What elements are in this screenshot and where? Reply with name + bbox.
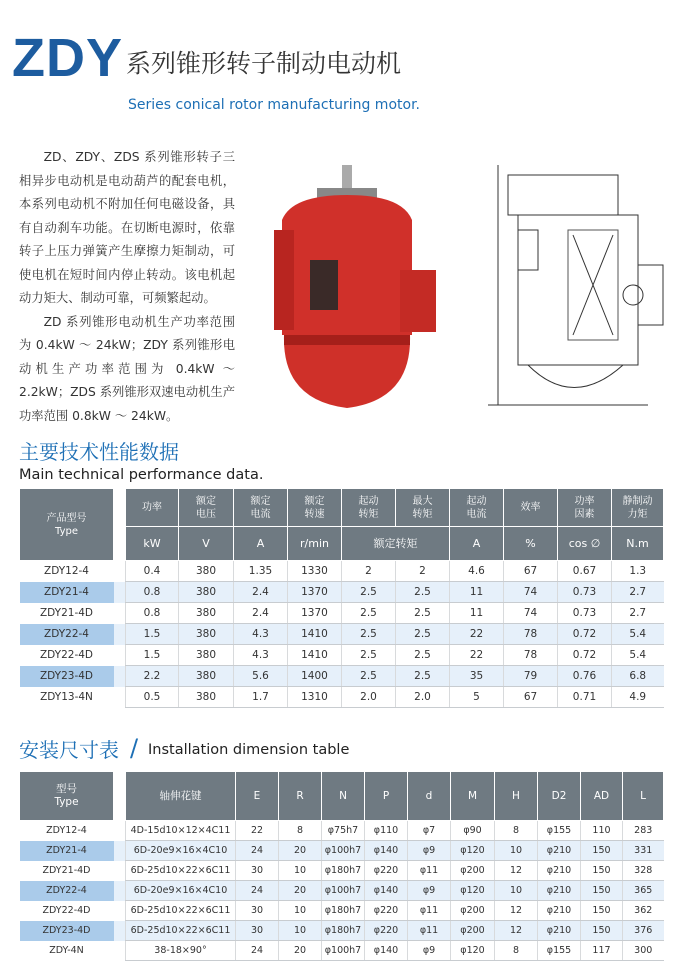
table-cell: 300 (623, 941, 664, 961)
model-type: ZDY12-4 (46, 825, 87, 837)
table-cell: 79 (504, 666, 558, 687)
table-cell: 2.5 (342, 666, 396, 687)
table-cell: φ155 (538, 941, 581, 961)
column-header: d (408, 772, 451, 821)
table-cell: φ140 (365, 941, 408, 961)
table-cell: 30 (236, 921, 279, 941)
column-header: 型号 Type (20, 772, 114, 821)
spacer (114, 921, 126, 941)
table-cell: 10 (279, 901, 322, 921)
table-cell: φ11 (408, 861, 451, 881)
table-cell: φ210 (538, 841, 581, 861)
table-row (20, 881, 664, 901)
table-cell: 2.0 (342, 687, 396, 708)
header-row (20, 489, 664, 527)
table-cell: 150 (581, 861, 623, 881)
spacer (114, 582, 126, 603)
column-header: H (495, 772, 538, 821)
column-header: D2 (538, 772, 581, 821)
table-cell: φ210 (538, 921, 581, 941)
spacer (114, 881, 126, 901)
table-cell: 150 (581, 881, 623, 901)
table-cell: 380 (179, 561, 234, 582)
model-type: ZDY12-4 (44, 565, 89, 578)
table-cell: 22 (450, 624, 504, 645)
spacer (114, 561, 126, 582)
table-cell: 22 (236, 821, 279, 841)
table-cell: 10 (279, 861, 322, 881)
table-cell: 4D-15d10×12×4C11 (126, 821, 236, 841)
table-cell: 6D-25d10×22×6C11 (126, 921, 236, 941)
table-cell: 1.5 (126, 645, 179, 666)
spacer (114, 624, 126, 645)
table-cell: 2 (396, 561, 450, 582)
table-cell: 1.5 (126, 624, 179, 645)
table-cell: 0.8 (126, 603, 179, 624)
table-cell: 2 (342, 561, 396, 582)
table-cell: 74 (504, 603, 558, 624)
spacer (114, 489, 126, 561)
table-row (20, 561, 664, 582)
spacer (114, 687, 126, 708)
column-header: 效率 (504, 489, 558, 527)
table-cell: φ90 (451, 821, 495, 841)
table-cell: 0.4 (126, 561, 179, 582)
intro-paragraph: ZD 系列锥形电动机生产功率范围为 0.4kW ～ 24kW；ZDY 系列锥形电动机生产功率范围为 0.4kW ～ 2.2kW；ZDS 系列锥形双速电动机生产功率范围 0.8kW ～ 24kW。 (19, 314, 236, 423)
spacer (114, 861, 126, 881)
column-header-type: 产品型号 Type (20, 489, 114, 561)
table-cell: 1.7 (234, 687, 288, 708)
table-cell: 2.7 (612, 603, 664, 624)
model-type: ZDY-4N (49, 945, 84, 956)
table-cell: 0.67 (558, 561, 612, 582)
table-cell: 1410 (288, 624, 342, 645)
table-cell: φ9 (408, 881, 451, 901)
column-unit: A (234, 527, 288, 561)
table-cell: 5.4 (612, 624, 664, 645)
column-unit: 额定转矩 (342, 527, 450, 561)
column-header: L (623, 772, 664, 821)
table-cell: 150 (581, 901, 623, 921)
table-cell: φ120 (451, 841, 495, 861)
column-header: 额定 电流 (234, 489, 288, 527)
table-cell: 12 (495, 861, 538, 881)
column-header: 起动 转矩 (342, 489, 396, 527)
table-cell: φ11 (408, 901, 451, 921)
table-row (20, 821, 664, 841)
table-cell: 30 (236, 901, 279, 921)
column-unit: N.m (612, 527, 664, 561)
table-cell: 6D-20e9×16×4C10 (126, 881, 236, 901)
table-cell: 1400 (288, 666, 342, 687)
table-cell: 6D-25d10×22×6C11 (126, 861, 236, 881)
table-cell: 8 (495, 941, 538, 961)
model-type: ZDY21-4D (42, 865, 91, 876)
motor-photo (262, 160, 452, 415)
table-cell: φ180h7 (322, 861, 365, 881)
spacer (114, 901, 126, 921)
table-cell: 20 (279, 941, 322, 961)
table-cell: 2.4 (234, 582, 288, 603)
table-cell: 5.4 (612, 645, 664, 666)
model-type: ZDY22-4 (20, 881, 114, 901)
table-cell: 2.5 (342, 603, 396, 624)
dimension-table (19, 771, 664, 961)
spacer (114, 666, 126, 687)
table-cell: φ100h7 (322, 941, 365, 961)
table-cell: 12 (495, 921, 538, 941)
section-subheading: Installation dimension table (148, 742, 350, 758)
column-unit: cos ∅ (558, 527, 612, 561)
performance-table (19, 488, 664, 708)
table-cell: 1330 (288, 561, 342, 582)
table-cell: 5.6 (234, 666, 288, 687)
column-header: 静制动 力矩 (612, 489, 664, 527)
table-row (20, 666, 664, 687)
table-cell: φ155 (538, 821, 581, 841)
table-cell: 78 (504, 624, 558, 645)
column-unit: r/min (288, 527, 342, 561)
table-row (20, 861, 664, 881)
table-cell: 4.9 (612, 687, 664, 708)
table-cell: φ210 (538, 881, 581, 901)
heading-separator: / (130, 734, 139, 762)
table-cell: 78 (504, 645, 558, 666)
table-cell: 2.5 (396, 624, 450, 645)
column-header: M (451, 772, 495, 821)
column-header: N (322, 772, 365, 821)
table-cell: 150 (581, 841, 623, 861)
table-cell: φ9 (408, 941, 451, 961)
spacer (114, 645, 126, 666)
table-row (20, 582, 664, 603)
table-cell: 365 (623, 881, 664, 901)
table-cell: φ11 (408, 921, 451, 941)
table-row (20, 921, 664, 941)
table-cell: 6D-25d10×22×6C11 (126, 901, 236, 921)
table-cell: 380 (179, 582, 234, 603)
column-header: 起动 电流 (450, 489, 504, 527)
column-unit: V (179, 527, 234, 561)
table-cell: 0.73 (558, 603, 612, 624)
table-row (20, 624, 664, 645)
table-cell: 2.5 (396, 645, 450, 666)
spacer (114, 603, 126, 624)
table-cell: 1370 (288, 582, 342, 603)
table-cell: φ110 (365, 821, 408, 841)
table-cell: 5 (450, 687, 504, 708)
table-cell: 67 (504, 687, 558, 708)
table-cell: 2.0 (396, 687, 450, 708)
table-cell: φ100h7 (322, 881, 365, 901)
column-unit: A (450, 527, 504, 561)
table-cell: φ220 (365, 901, 408, 921)
table-cell: 1410 (288, 645, 342, 666)
table-cell: 283 (623, 821, 664, 841)
table-cell: 0.72 (558, 624, 612, 645)
table-cell: 8 (495, 821, 538, 841)
table-cell: 380 (179, 603, 234, 624)
spacer (114, 772, 126, 821)
table-cell: 0.5 (126, 687, 179, 708)
table-cell: 4.6 (450, 561, 504, 582)
table-cell: 150 (581, 921, 623, 941)
table-cell: φ180h7 (322, 921, 365, 941)
table-cell: 1310 (288, 687, 342, 708)
table-cell: 376 (623, 921, 664, 941)
table-row (20, 841, 664, 861)
model-type: ZDY21-4 (20, 841, 114, 861)
table-cell: 380 (179, 687, 234, 708)
table-cell: 2.4 (234, 603, 288, 624)
table-cell: φ210 (538, 901, 581, 921)
table-cell: 117 (581, 941, 623, 961)
intro-text (19, 146, 235, 428)
table-row (20, 941, 664, 961)
table-cell: 110 (581, 821, 623, 841)
section-heading: 安装尺寸表 (19, 738, 119, 762)
table-cell: 331 (623, 841, 664, 861)
table-cell: 10 (495, 881, 538, 901)
table-cell: 2.5 (396, 582, 450, 603)
table-cell: φ200 (451, 921, 495, 941)
intro-paragraph: ZD、ZDY、ZDS 系列锥形转子三相异步电动机是电动葫芦的配套电机，本系列电动机不附加任何电磁设备，具有自动刹车功能。在切断电源时，依靠转子上压力弹簧产生摩擦力矩制动，可使电机在短时间内停止转动。该电机起动力矩大、制动可靠，可频繁起动。 (19, 150, 235, 305)
table-cell: 0.76 (558, 666, 612, 687)
model-type: ZDY22-4D (39, 649, 94, 661)
motor-cross-section-diagram (488, 160, 668, 415)
table-cell: φ220 (365, 921, 408, 941)
spacer (114, 941, 126, 961)
table-cell: 10 (279, 921, 322, 941)
table-cell: φ200 (451, 901, 495, 921)
table-cell: 24 (236, 881, 279, 901)
table-cell: 1.35 (234, 561, 288, 582)
table-cell: 4.3 (234, 645, 288, 666)
model-type: ZDY13-4N (40, 691, 93, 703)
page-subtitle: Series conical rotor manufacturing motor. (128, 97, 420, 113)
model-type: ZDY23-4D (20, 921, 114, 941)
column-header: 最大 转矩 (396, 489, 450, 527)
table-cell: 4.3 (234, 624, 288, 645)
table-cell: 2.5 (342, 624, 396, 645)
table-cell: 1370 (288, 603, 342, 624)
table-cell: 380 (179, 624, 234, 645)
table-cell: φ75h7 (322, 821, 365, 841)
table-cell: φ7 (408, 821, 451, 841)
column-unit: kW (126, 527, 179, 561)
table-cell: φ120 (451, 881, 495, 901)
column-header: R (279, 772, 322, 821)
model-type: ZDY21-4D (39, 607, 94, 619)
table-cell: 22 (450, 645, 504, 666)
table-cell: 2.2 (126, 666, 179, 687)
column-header: E (236, 772, 279, 821)
model-type: ZDY22-4 (20, 624, 114, 645)
section-subheading: Main technical performance data. (19, 467, 264, 483)
table-row (20, 687, 664, 708)
spacer (114, 841, 126, 861)
table-cell: 20 (279, 881, 322, 901)
table-row (20, 603, 664, 624)
table-cell: 380 (179, 666, 234, 687)
table-cell: φ120 (451, 941, 495, 961)
table-cell: 0.72 (558, 645, 612, 666)
column-header: 轴伸花键 (126, 772, 236, 821)
table-cell: 2.5 (342, 645, 396, 666)
table-cell: 24 (236, 941, 279, 961)
table-row (20, 901, 664, 921)
table-row (20, 645, 664, 666)
model-type: ZDY21-4 (20, 582, 114, 603)
table-cell: 10 (495, 841, 538, 861)
table-cell: 38-18×90° (126, 941, 236, 961)
table-cell: 20 (279, 841, 322, 861)
table-cell: 11 (450, 582, 504, 603)
table-cell: φ9 (408, 841, 451, 861)
table-cell: 74 (504, 582, 558, 603)
table-cell: φ210 (538, 861, 581, 881)
table-cell: 2.7 (612, 582, 664, 603)
table-cell: 362 (623, 901, 664, 921)
table-cell: 1.3 (612, 561, 664, 582)
column-header: AD (581, 772, 623, 821)
table-cell: 67 (504, 561, 558, 582)
table-cell: 380 (179, 645, 234, 666)
table-cell: 6D-20e9×16×4C10 (126, 841, 236, 861)
table-cell: 0.8 (126, 582, 179, 603)
table-cell: φ140 (365, 841, 408, 861)
table-cell: φ180h7 (322, 901, 365, 921)
table-cell: 2.5 (342, 582, 396, 603)
table-cell: 24 (236, 841, 279, 861)
table-cell: 2.5 (396, 666, 450, 687)
column-unit: % (504, 527, 558, 561)
column-header: 额定 转速 (288, 489, 342, 527)
table-cell: 35 (450, 666, 504, 687)
header-row (20, 772, 664, 821)
brand-logo: ZDY (12, 28, 123, 88)
column-header: 功率 因素 (558, 489, 612, 527)
table-cell: 2.5 (396, 603, 450, 624)
table-cell: φ220 (365, 861, 408, 881)
table-cell: 12 (495, 901, 538, 921)
section-heading: 主要技术性能数据 (19, 440, 179, 464)
table-cell: 8 (279, 821, 322, 841)
table-cell: 30 (236, 861, 279, 881)
page-title: 系列锥形转子制动电动机 (126, 49, 402, 78)
column-header: P (365, 772, 408, 821)
table-cell: φ100h7 (322, 841, 365, 861)
column-header: 额定 电压 (179, 489, 234, 527)
table-cell: 328 (623, 861, 664, 881)
table-cell: 0.71 (558, 687, 612, 708)
column-header: 功率 (126, 489, 179, 527)
table-cell: 0.73 (558, 582, 612, 603)
model-type: ZDY23-4D (20, 666, 114, 687)
model-type: ZDY22-4D (42, 905, 91, 916)
table-cell: φ200 (451, 861, 495, 881)
table-cell: 6.8 (612, 666, 664, 687)
spacer (114, 821, 126, 841)
table-cell: 11 (450, 603, 504, 624)
table-cell: φ140 (365, 881, 408, 901)
